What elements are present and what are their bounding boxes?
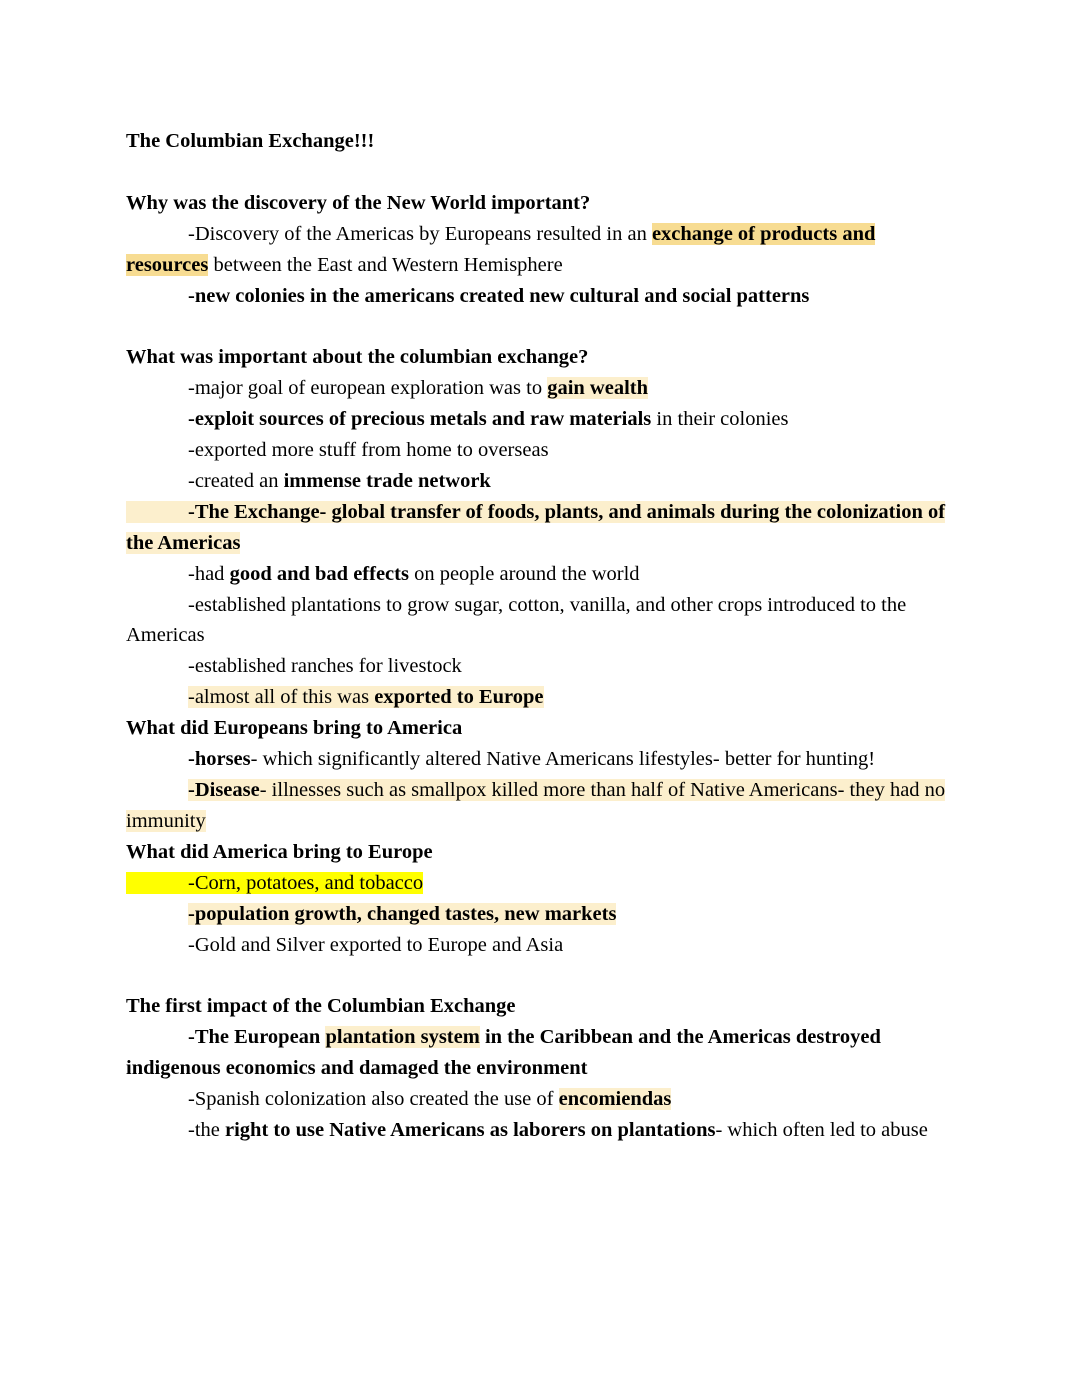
bullet-major-goal-part1: -major goal of european exploration was to <box>188 377 548 400</box>
bullet-discovery-americas-part2: between the East and Western Hemisphere <box>208 253 563 276</box>
bullet-gold-and-silver-text: -Gold and Silver exported to Europe and Asia <box>188 933 564 956</box>
bullet-horses-rest: - which significantly altered Native Americans lifestyles- better for hunting! <box>250 748 876 771</box>
bullet-exploit-sources-rest: in their colonies <box>651 408 789 431</box>
bullet-encomiendas-part1: -Spanish colonization also created the use of <box>188 1088 559 1111</box>
heading-what-was-important-text: What was important about the columbian exchange? <box>126 346 589 369</box>
bullet-the-exchange-definition <box>126 497 955 559</box>
bullet-established-plantations <box>126 590 955 652</box>
spacer <box>126 157 955 188</box>
bullet-almost-all-exported <box>126 682 955 713</box>
heading-what-america-brought <box>126 837 955 868</box>
bullet-disease-rest: - illnesses such as smallpox killed more than half of Native Americans- they had no immunity <box>126 779 946 832</box>
highlight-plantation-system: plantation system <box>325 1026 480 1049</box>
bullet-plantation-system-part1: -The European <box>188 1026 326 1049</box>
bullet-right-to-use-natives-part1: -the <box>188 1118 225 1141</box>
document-body <box>126 126 955 1146</box>
bullet-good-and-bad-effects-bold: good and bad effects <box>229 562 409 585</box>
bullet-corn-potatoes-tobacco <box>126 868 955 899</box>
highlight-disease <box>126 779 945 832</box>
highlight-gain-wealth: gain wealth <box>547 377 649 400</box>
heading-what-was-important <box>126 342 955 373</box>
bullet-immense-trade-network <box>126 466 955 497</box>
bullet-disease-bold: -Disease <box>188 779 260 801</box>
highlight-population-growth: -population growth, changed tastes, new markets <box>188 902 617 925</box>
bullet-corn-potatoes-tobacco-text: -Corn, potatoes, and tobacco <box>188 871 424 894</box>
bullet-plantation-system <box>126 1022 955 1084</box>
bullet-population-growth <box>126 899 955 930</box>
heading-what-america-brought-text: What did America bring to Europe <box>126 840 433 863</box>
highlight-almost-all-exported <box>188 686 544 708</box>
bullet-almost-all-exported-bold: exported to Europe <box>374 686 544 709</box>
bullet-established-ranches-text: -established ranches for livestock <box>188 655 462 678</box>
bullet-good-and-bad-effects <box>126 559 955 590</box>
bullet-new-colonies-text: -new colonies in the americans created new cultural and social patterns <box>188 284 810 307</box>
spacer <box>126 960 955 991</box>
heading-first-impact-text: The first impact of the Columbian Exchange <box>126 995 516 1018</box>
bullet-discovery-americas-part1: -Discovery of the Americas by Europeans resulted in an <box>188 222 652 245</box>
bullet-exported-more-stuff-text: -exported more stuff from home to overseas <box>188 439 549 462</box>
bullet-new-colonies <box>126 281 955 312</box>
heading-what-europeans-brought-text: What did Europeans bring to America <box>126 717 463 740</box>
highlight-the-exchange-definition <box>126 501 945 554</box>
heading-why-discovery-important-text: Why was the discovery of the New World important? <box>126 191 591 214</box>
heading-first-impact <box>126 991 955 1022</box>
heading-why-discovery-important <box>126 188 955 219</box>
bullet-established-plantations-text: -established plantations to grow sugar, cotton, vanilla, and other crops introduced to the Americas <box>126 593 907 647</box>
bullet-horses-bold: -horses <box>188 748 251 771</box>
bullet-encomiendas <box>126 1084 955 1115</box>
bullet-exploit-sources-bold: -exploit sources of precious metals and raw materials <box>188 408 652 431</box>
bullet-disease <box>126 775 955 837</box>
bullet-good-and-bad-effects-part1: -had <box>188 562 230 585</box>
bullet-major-goal <box>126 373 955 404</box>
bullet-plantation-system-part2: in the Caribbean and the Americas destroyed indigenous economics and damaged the environment <box>126 1026 881 1080</box>
bullet-immense-trade-network-bold: immense trade network <box>283 469 491 492</box>
bullet-right-to-use-natives-bold: right to use Native Americans as laborers on plantations <box>225 1118 716 1141</box>
bullet-established-ranches <box>126 651 955 682</box>
document-title-text: The Columbian Exchange!!! <box>126 130 375 152</box>
heading-what-europeans-brought <box>126 713 955 744</box>
bullet-exploit-sources <box>126 404 955 435</box>
highlight-exchange-of-products-and-resources: exchange of products and resources <box>126 222 876 276</box>
bullet-gold-and-silver <box>126 930 955 961</box>
bullet-the-exchange-definition-text: -The Exchange- global transfer of foods, plants, and animals during the colonization of the Americas <box>126 500 946 554</box>
document-title <box>126 126 955 157</box>
highlight-encomiendas: encomiendas <box>558 1088 672 1111</box>
bullet-right-to-use-natives-part2: - which often led to abuse <box>715 1118 928 1141</box>
spacer <box>126 311 955 342</box>
bullet-almost-all-exported-part1: -almost all of this was <box>188 686 375 709</box>
bullet-immense-trade-network-part1: -created an <box>188 469 284 492</box>
bullet-good-and-bad-effects-part2: on people around the world <box>408 562 640 585</box>
bullet-exported-more-stuff <box>126 435 955 466</box>
highlight-corn-potatoes-tobacco <box>126 872 423 894</box>
bullet-discovery-americas <box>126 219 955 281</box>
bullet-horses <box>126 744 955 775</box>
bullet-right-to-use-natives <box>126 1115 955 1146</box>
